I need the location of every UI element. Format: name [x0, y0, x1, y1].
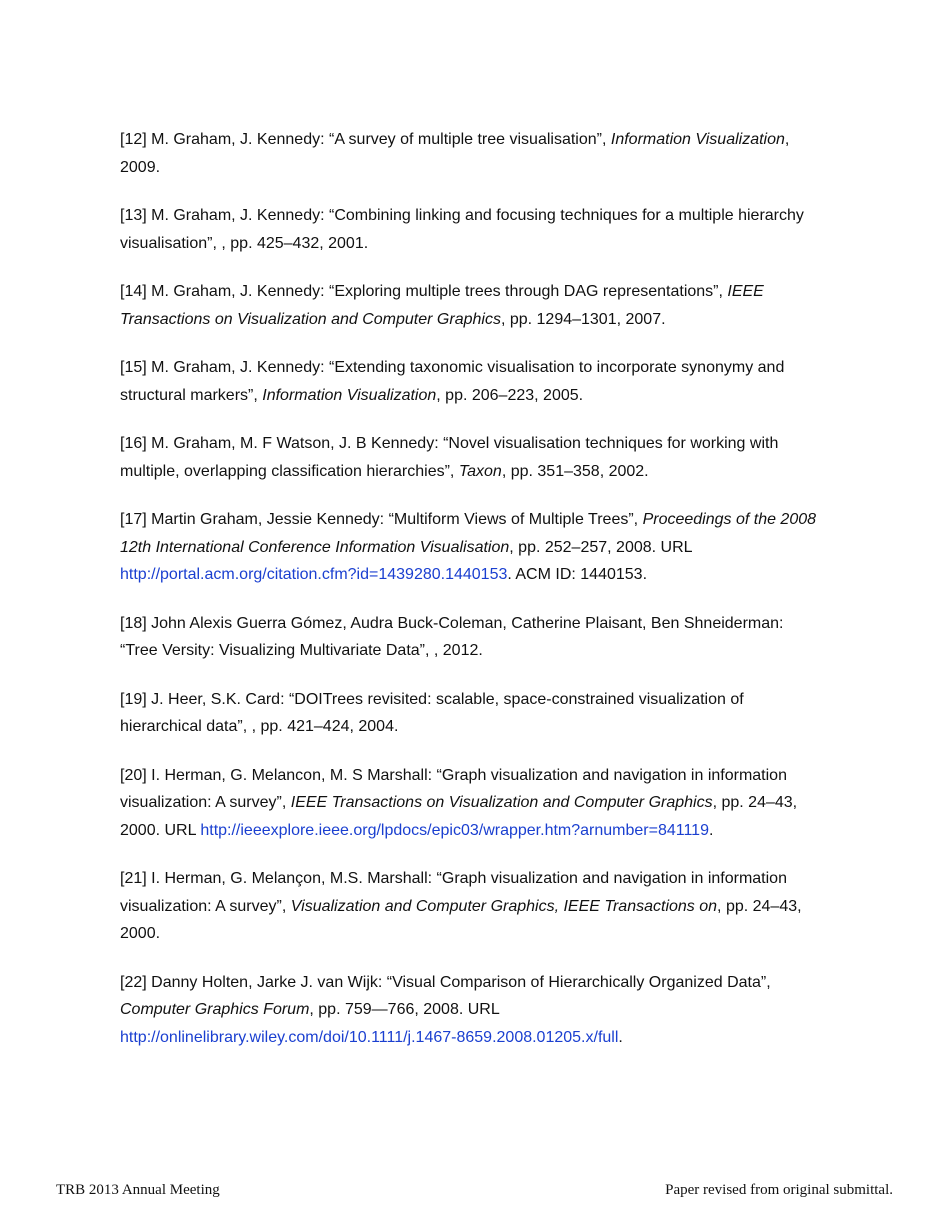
- reference-text: [14] M. Graham, J. Kennedy: “Exploring multiple trees through DAG representations”,: [120, 283, 728, 300]
- reference-14: [120, 278, 825, 333]
- reference-text: [22] Danny Holten, Jarke J. van Wijk: “Visual Comparison of Hierarchically Organized Data”,: [120, 973, 771, 991]
- reference-venue: IEEE Transactions on Visualization and Computer Graphics: [120, 283, 764, 328]
- reference-18: [120, 610, 825, 665]
- reference-22: [120, 969, 825, 1052]
- reference-text: . ACM ID: 1440153.: [507, 566, 648, 583]
- reference-venue: IEEE Transactions on Visualization and Computer Graphics: [290, 794, 713, 811]
- reference-venue: Information Visualization: [262, 386, 437, 404]
- footer-note: Paper revised from original submittal.: [665, 1182, 893, 1198]
- reference-13: [120, 202, 825, 257]
- reference-venue: Proceedings of the 2008 12th International Conference Information Visualisation: [120, 511, 817, 556]
- reference-15: [120, 354, 825, 409]
- reference-16: [120, 430, 825, 485]
- reference-text: , 2009.: [120, 131, 790, 176]
- reference-text: , pp. 24–43, 2000.: [120, 897, 802, 942]
- reference-text: [21] I. Herman, G. Melançon, M.S. Marshall: “Graph visualization and navigation in information visualization: A survey”,: [120, 870, 787, 915]
- reference-text: , pp. 24–43, 2000. URL: [120, 794, 798, 839]
- reference-list: [120, 126, 825, 1072]
- reference-text: , pp. 759—766, 2008. URL: [309, 1001, 500, 1018]
- reference-text: .: [708, 821, 714, 839]
- reference-url-link[interactable]: http://ieeexplore.ieee.org/lpdocs/epic03/wrapper.htm?arnumber=841119: [200, 821, 709, 839]
- reference-20: [120, 762, 825, 845]
- reference-text: [13] M. Graham, J. Kennedy: “Combining linking and focusing techniques for a multiple hierarchy visualisation”, , pp. 425–432, 2001.: [120, 207, 804, 252]
- reference-venue: Computer Graphics Forum: [120, 1001, 310, 1018]
- reference-21: [120, 865, 825, 948]
- reference-17: [120, 506, 825, 589]
- reference-url-link[interactable]: http://onlinelibrary.wiley.com/doi/10.1111/j.1467-8659.2008.01205.x/full: [120, 1028, 619, 1046]
- reference-venue: Information Visualization: [610, 131, 785, 148]
- reference-text: [16] M. Graham, M. F Watson, J. B Kennedy: “Novel visualisation techniques for working with multiple, overlapping classification hierarchies”,: [120, 435, 779, 480]
- reference-text: [20] I. Herman, G. Melancon, M. S Marshall: “Graph visualization and navigation in information visualization: A survey”,: [120, 766, 787, 811]
- reference-text: , pp. 351–358, 2002.: [501, 462, 649, 480]
- reference-text: [19] J. Heer, S.K. Card: “DOITrees revisited: scalable, space-constrained visualization of hierarchical data”, , pp. 421–424, 2004.: [120, 690, 744, 735]
- reference-venue: Visualization and Computer Graphics, IEEE Transactions on: [290, 897, 718, 915]
- footer-conference: TRB 2013 Annual Meeting: [56, 1182, 220, 1198]
- reference-text: [15] M. Graham, J. Kennedy: “Extending taxonomic visualisation to incorporate synonymy and structural markers”,: [120, 359, 785, 404]
- reference-19: [120, 686, 825, 741]
- reference-url-link[interactable]: http://portal.acm.org/citation.cfm?id=1439280.1440153: [120, 566, 508, 583]
- reference-12: [120, 126, 825, 181]
- reference-text: , pp. 1294–1301, 2007.: [500, 310, 666, 328]
- reference-text: [18] John Alexis Guerra Gómez, Audra Buck-Coleman, Catherine Plaisant, Ben Shneiderman: “Tree Versity: Visualizing Multivariate Data”, , 2012.: [120, 614, 784, 659]
- reference-text: [12] M. Graham, J. Kennedy: “A survey of multiple tree visualisation”,: [120, 131, 611, 148]
- reference-text: , pp. 206–223, 2005.: [436, 386, 584, 404]
- reference-text: [17] Martin Graham, Jessie Kennedy: “Multiform Views of Multiple Trees”,: [120, 511, 643, 528]
- reference-venue: Taxon: [458, 462, 502, 480]
- reference-text: , pp. 252–257, 2008. URL: [509, 538, 692, 556]
- reference-text: .: [618, 1028, 623, 1046]
